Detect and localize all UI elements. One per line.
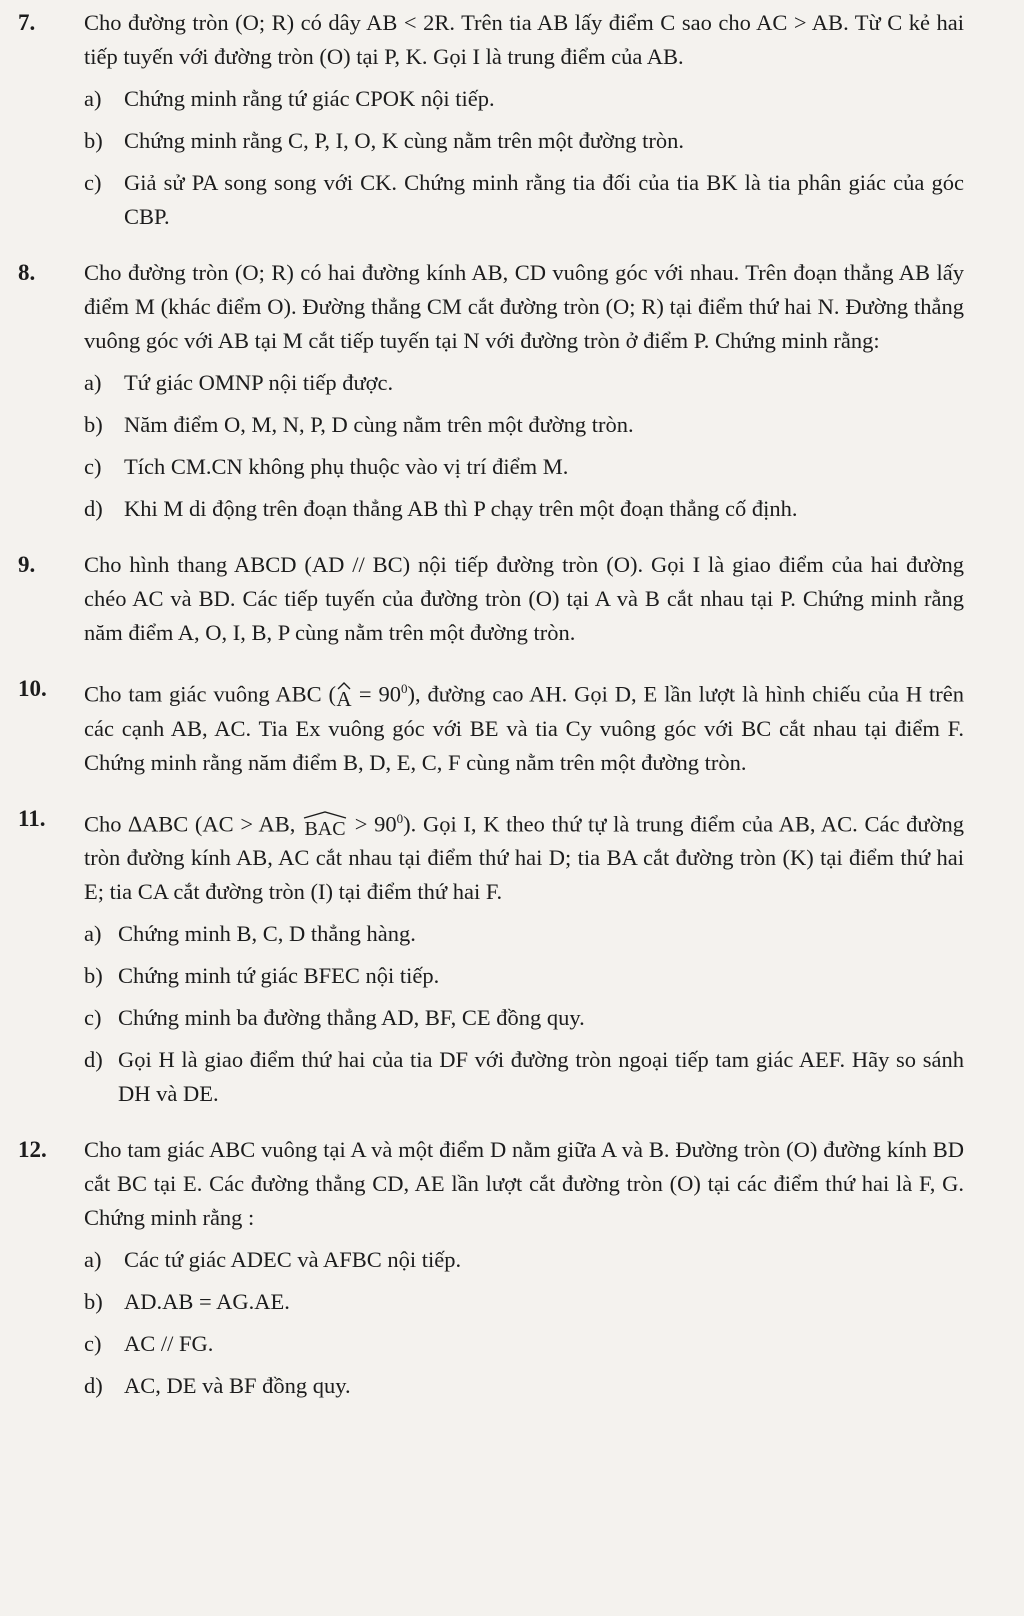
- problem-number: 11.: [18, 805, 46, 831]
- problem-8: [18, 256, 964, 534]
- part-label: c): [84, 1331, 102, 1356]
- part-label: a): [84, 370, 102, 395]
- part-label: a): [84, 921, 102, 946]
- degree-mark: 0: [396, 810, 404, 826]
- part-text: Tứ giác OMNP nội tiếp được.: [124, 370, 394, 395]
- problem-part: [84, 917, 964, 951]
- problem-statement: Cho hình thang ABCD (AD // BC) nội tiếp đường tròn (O). Gọi I là giao điểm của hai đường chéo AC và BD. Các tiếp tuyến của đường tròn (O) tại A và B cắt nhau tại P. Chứng minh rằng năm điểm A, O, I, B, P cùng nằm trên một đường tròn.: [84, 552, 964, 645]
- problem-part: [84, 1285, 964, 1319]
- part-text: Chứng minh rằng tứ giác CPOK nội tiếp.: [124, 86, 495, 111]
- part-text: Chứng minh tứ giác BFEC nội tiếp.: [118, 963, 440, 988]
- angle-hat-icon: [336, 682, 352, 711]
- problem-part: [84, 124, 964, 158]
- problem-statement: Cho tam giác ABC vuông tại A và một điểm D nằm giữa A và B. Đường tròn (O) đường kính BD cắt BC tại E. Các đường thẳng CD, AE lần lượt cắt đường tròn (O) tại các điểm thứ hai là F, G. Chứng minh rằng :: [84, 1137, 964, 1230]
- problem-number: 8.: [18, 260, 36, 285]
- part-label: d): [84, 1373, 103, 1398]
- part-text: Năm điểm O, M, N, P, D cùng nằm trên một đường tròn.: [124, 412, 634, 437]
- problem-part: [84, 492, 964, 526]
- problem-part: [84, 408, 964, 442]
- part-text: AC, DE và BF đồng quy.: [124, 1373, 351, 1398]
- part-text: Các tứ giác ADEC và AFBC nội tiếp.: [124, 1247, 462, 1272]
- problem-10: [18, 672, 964, 788]
- part-text: Tích CM.CN không phụ thuộc vào vị trí điểm M.: [124, 454, 569, 479]
- part-label: c): [84, 454, 102, 479]
- problem-part: [84, 1043, 964, 1111]
- problem-12: [18, 1133, 964, 1411]
- problem-body: [84, 672, 964, 788]
- problem-number: 12.: [18, 1137, 47, 1162]
- part-text: Khi M di động trên đoạn thẳng AB thì P chạy trên một đoạn thẳng cố định.: [124, 496, 798, 521]
- problem-11: [18, 802, 964, 1120]
- problem-statement: [84, 672, 964, 780]
- statement-rest: ). Gọi I, K theo thứ tự là trung điểm của AB, AC. Các đường tròn đường kính AB, AC cắt nhau tại điểm thứ hai D; tia BA cắt đường tròn (K) tại điểm thứ hai E; tia CA cắt đường tròn (I) tại điểm thứ hai F.: [84, 811, 964, 904]
- problem-7: [18, 6, 964, 242]
- part-label: d): [84, 1047, 103, 1072]
- problem-body: [84, 1133, 964, 1411]
- problem-part: [84, 959, 964, 993]
- part-text: Gọi H là giao điểm thứ hai của tia DF với đường tròn ngoại tiếp tam giác AEF. Hãy so sánh DH và DE.: [118, 1047, 964, 1106]
- problem-body: [84, 548, 964, 658]
- part-label: d): [84, 496, 103, 521]
- part-text: AC // FG.: [124, 1331, 214, 1356]
- angle-letters: BAC: [304, 818, 346, 840]
- problem-part: [84, 1001, 964, 1035]
- problem-body: [84, 802, 964, 1120]
- problem-number: 10.: [18, 676, 47, 701]
- problem-part: [84, 82, 964, 116]
- statement-start: Cho tam giác vuông ABC (: [84, 681, 336, 707]
- problem-statement: Cho đường tròn (O; R) có dây AB < 2R. Trên tia AB lấy điểm C sao cho AC > AB. Từ C kẻ hai tiếp tuyến với đường tròn (O) tại P, K. Gọi I là trung điểm của AB.: [84, 10, 964, 69]
- problem-part: [84, 166, 964, 234]
- part-text: Giả sử PA song song với CK. Chứng minh rằng tia đối của tia BK là tia phân giác của góc CBP.: [124, 170, 964, 229]
- angle-value: > 90: [348, 811, 397, 836]
- problem-part: [84, 1243, 964, 1277]
- degree-mark: 0: [400, 681, 408, 696]
- part-label: b): [84, 128, 103, 153]
- part-text: Chứng minh ba đường thẳng AD, BF, CE đồng quy.: [118, 1005, 585, 1030]
- problem-part: [84, 450, 964, 484]
- statement-rest: ), đường cao AH. Gọi D, E lần lượt là hình chiếu của H trên các cạnh AB, AC. Tia Ex vuông góc với BE và tia Cy vuông góc với BC cắt nhau tại điểm F. Chứng minh rằng năm điểm B, D, E, C, F cùng nằm trên một đường tròn.: [84, 681, 964, 775]
- statement-start: Cho ∆ABC (AC > AB,: [84, 811, 303, 836]
- part-label: c): [84, 1005, 102, 1030]
- angle-value: = 90: [351, 681, 401, 707]
- part-label: b): [84, 963, 103, 988]
- problem-part: [84, 1327, 964, 1361]
- problem-number: 7.: [18, 10, 36, 35]
- problem-statement: Cho đường tròn (O; R) có hai đường kính AB, CD vuông góc với nhau. Trên đoạn thẳng AB lấy điểm M (khác điểm O). Đường thẳng CM cắt đường tròn (O; R) tại điểm thứ hai N. Đường thẳng vuông góc với AB tại M cắt tiếp tuyến tại N với đường tròn ở điểm P. Chứng minh rằng:: [84, 260, 964, 353]
- part-label: a): [84, 1247, 102, 1272]
- problem-part: [84, 1369, 964, 1403]
- problem-9: [18, 548, 964, 658]
- problem-part: [84, 366, 964, 400]
- part-label: a): [84, 86, 102, 111]
- part-text: Chứng minh B, C, D thẳng hàng.: [118, 921, 416, 946]
- part-label: b): [84, 412, 103, 437]
- problem-body: [84, 6, 964, 242]
- angle-letter: A: [336, 686, 352, 711]
- part-label: b): [84, 1289, 103, 1314]
- part-text: AD.AB = AG.AE.: [124, 1289, 290, 1314]
- part-label: c): [84, 170, 102, 195]
- part-text: Chứng minh rằng C, P, I, O, K cùng nằm trên một đường tròn.: [124, 128, 684, 153]
- problem-statement: [84, 802, 964, 910]
- problem-body: [84, 256, 964, 534]
- problem-number: 9.: [18, 552, 36, 577]
- angle-hat-icon: [302, 811, 348, 840]
